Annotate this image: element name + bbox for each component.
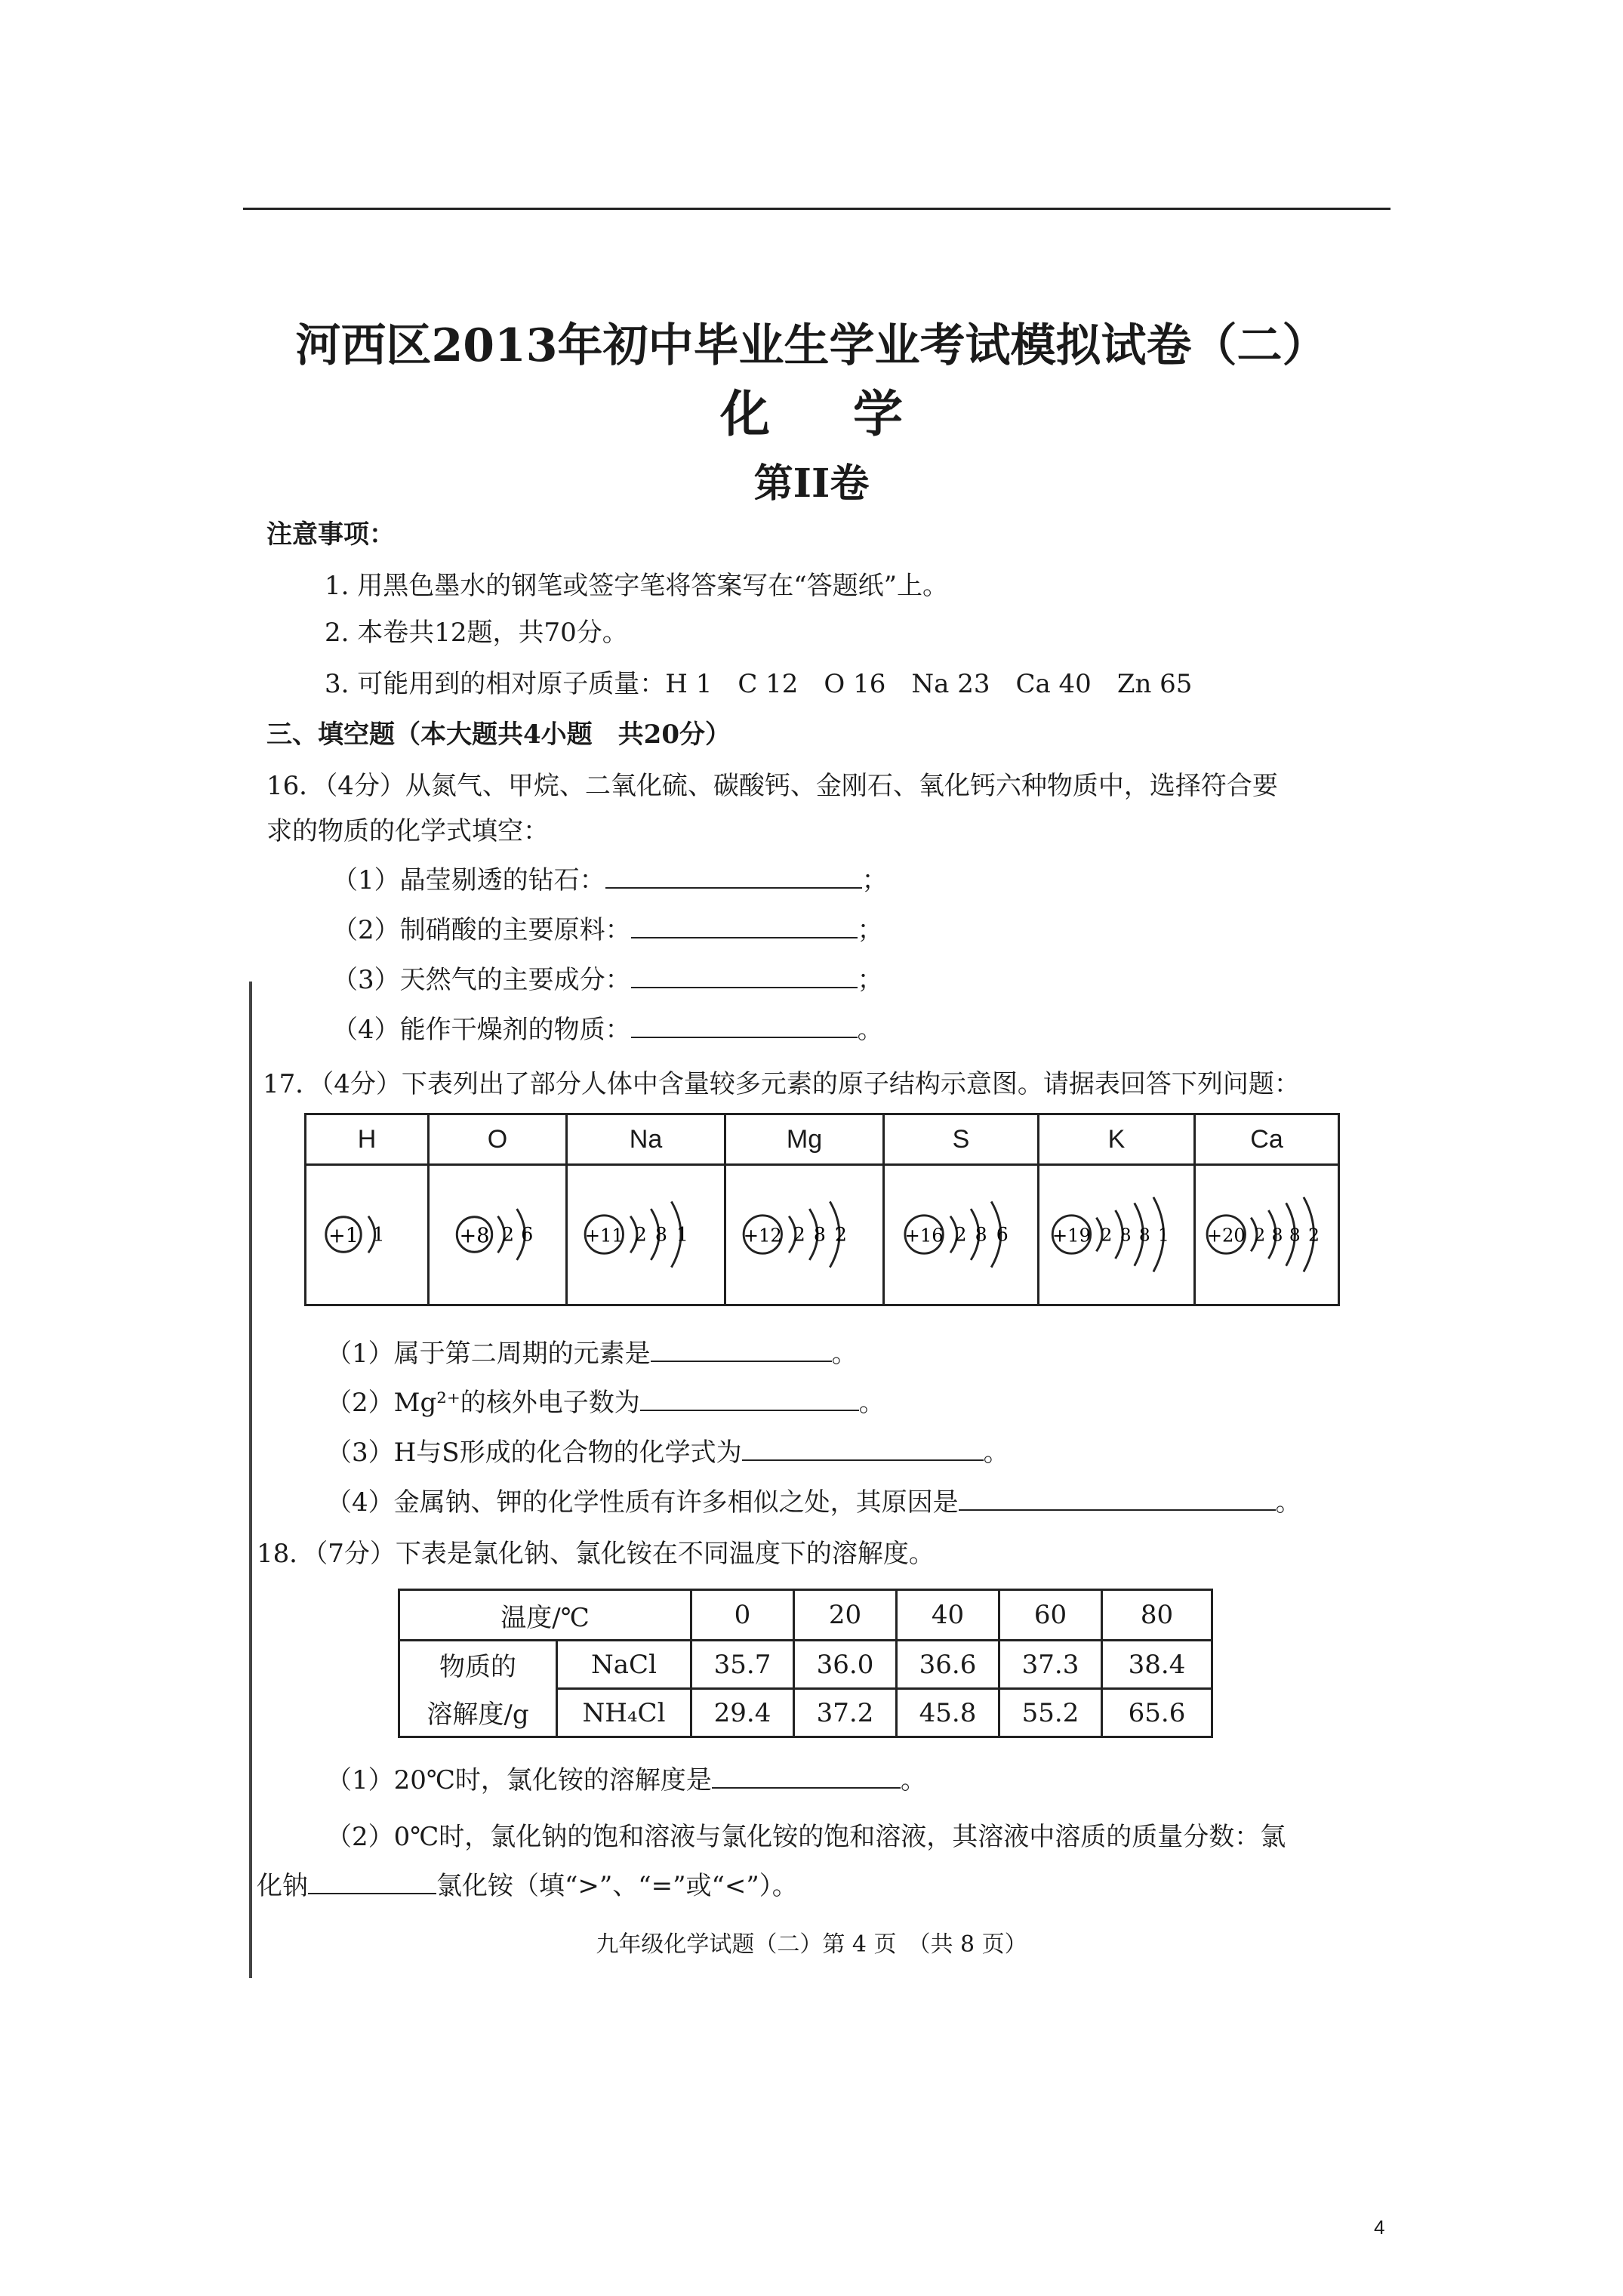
q17-part4 <box>326 1481 1301 1518</box>
solubility-value: 45.8 <box>895 1687 998 1736</box>
q17-part4-label: （4）金属钠、钾的化学性质有许多相似之处，其原因是 <box>326 1487 959 1518</box>
left-binding-rule <box>249 982 252 1978</box>
atom-diagram-svg <box>568 1165 724 1304</box>
atom-diagram-svg <box>1196 1165 1338 1304</box>
section-heading: 三、填空题（本大题共4小题 共20分） <box>266 720 731 750</box>
substance-nh4cl: NH₄Cl <box>556 1687 690 1736</box>
atom-diagram-svg <box>1039 1165 1193 1304</box>
q16-part1-end: ； <box>861 865 888 895</box>
q17-part3-blank[interactable] <box>742 1437 984 1461</box>
q17-stem: 17．（4分）下表列出了部分人体中含量较多元素的原子结构示意图。请据表回答下列问题： <box>263 1069 1300 1099</box>
shell-electrons: 1 <box>372 1223 385 1246</box>
q17-part4-blank[interactable] <box>959 1487 1276 1511</box>
shell-electrons: 2 <box>1101 1225 1113 1246</box>
shell-electrons: 8 <box>1289 1225 1301 1246</box>
notice-item-3: 3. 可能用到的相对原子质量：H 1 C 12 O 16 Na 23 Ca 40 Zn 65 <box>325 669 1193 699</box>
q17-part2 <box>326 1382 885 1419</box>
shell-electrons: 6 <box>521 1223 534 1246</box>
shell-electrons: 8 <box>1119 1225 1132 1246</box>
atom-symbol: H <box>306 1115 427 1166</box>
atom-diagram-mg <box>726 1165 882 1304</box>
atom-cell-mg <box>724 1115 882 1304</box>
q18-part1-label: （1）20℃时，氯化铵的溶解度是 <box>326 1765 712 1795</box>
nucleus-charge: +12 <box>743 1225 782 1247</box>
notice-heading: 注意事项： <box>266 519 395 550</box>
q17-part1-label: （1）属于第二周期的元素是 <box>326 1339 651 1369</box>
q16-part2-end: ； <box>857 915 883 945</box>
nucleus-charge: +11 <box>584 1225 624 1247</box>
atom-cell-k <box>1037 1115 1193 1304</box>
q16-part1 <box>332 859 888 896</box>
atom-cell-ca <box>1193 1115 1338 1304</box>
q16-part2-blank[interactable] <box>631 914 858 938</box>
row-label-top: 物质的 <box>400 1639 556 1687</box>
atom-diagram-h <box>306 1165 427 1304</box>
q17-part1-blank[interactable] <box>651 1338 832 1362</box>
q16-stem-line2: 求的物质的化学式填空： <box>266 816 549 846</box>
shell-electrons: 8 <box>1271 1225 1283 1246</box>
shell-electrons: 2 <box>954 1223 967 1246</box>
shell-electrons: 1 <box>676 1223 688 1246</box>
q18-part2-line2 <box>257 1865 798 1902</box>
q17-part2-end: 。 <box>858 1388 885 1418</box>
nucleus-charge: +1 <box>328 1224 359 1248</box>
atom-diagram-svg <box>306 1165 427 1304</box>
atom-diagram-svg <box>726 1165 882 1304</box>
atom-symbol: Mg <box>726 1115 882 1166</box>
temp-cell: 60 <box>998 1591 1101 1639</box>
exam-title: 河西区2013年初中毕业生学业考试模拟试卷（二） <box>295 319 1328 372</box>
q16-part4-end: 。 <box>857 1015 883 1045</box>
nucleus-charge: +8 <box>459 1224 490 1248</box>
q17-part2-blank[interactable] <box>640 1387 859 1411</box>
shell-electrons: 1 <box>1158 1225 1169 1246</box>
q16-part1-label: （1）晶莹剔透的钻石： <box>332 865 605 895</box>
atom-diagram-na <box>568 1165 724 1304</box>
solubility-value: 37.3 <box>998 1639 1101 1687</box>
substance-nacl: NaCl <box>556 1639 690 1687</box>
atom-diagram-svg <box>430 1165 565 1304</box>
q16-part3-label: （3）天然气的主要成分： <box>332 965 631 995</box>
q18-part1-blank[interactable] <box>712 1764 901 1789</box>
q16-part4-blank[interactable] <box>631 1014 858 1038</box>
temp-cell: 20 <box>793 1591 895 1639</box>
notice-item-1: 1. 用黑色墨水的钢笔或签字笔将答案写在“答题纸”上。 <box>325 571 949 601</box>
atom-cell-o <box>427 1115 565 1304</box>
shell-electrons: 2 <box>793 1223 805 1246</box>
q16-part2-label: （2）制硝酸的主要原料： <box>332 915 631 945</box>
q18-part1 <box>326 1759 926 1796</box>
q17-part4-end: 。 <box>1275 1487 1301 1518</box>
solubility-value: 36.0 <box>793 1639 895 1687</box>
page-footer: 九年级化学试题（二）第 4 页 （共 8 页） <box>596 1931 1027 1958</box>
solubility-table <box>398 1589 1213 1738</box>
q16-part4 <box>332 1009 883 1046</box>
atom-diagram-ca <box>1196 1165 1338 1304</box>
exam-volume: 第II卷 <box>753 461 870 507</box>
q17-part3 <box>326 1432 1009 1469</box>
page-number: 4 <box>1374 2216 1385 2239</box>
atom-symbol: K <box>1039 1115 1193 1166</box>
atom-cell-s <box>882 1115 1037 1304</box>
atom-symbol: Na <box>568 1115 724 1166</box>
shell-electrons: 8 <box>1138 1225 1150 1246</box>
solubility-value: 55.2 <box>998 1687 1101 1736</box>
q18-part2-end: 氯化铵（填“>”、“=”或“<”）。 <box>436 1871 798 1901</box>
nucleus-charge: +20 <box>1206 1225 1246 1247</box>
q16-stem-line1: 16．（4分）从氮气、甲烷、二氧化硫、碳酸钙、金刚石、氧化钙六种物质中，选择符合要 <box>266 771 1278 801</box>
solubility-value: 37.2 <box>793 1687 895 1736</box>
q16-part3-end: ； <box>857 965 883 995</box>
temp-cell: 0 <box>690 1591 793 1639</box>
atom-symbol: O <box>430 1115 565 1166</box>
atom-symbol: S <box>885 1115 1037 1166</box>
top-rule <box>243 208 1390 210</box>
atom-diagram-s <box>885 1165 1037 1304</box>
shell-electrons: 8 <box>813 1223 826 1246</box>
atom-diagram-o <box>430 1165 565 1304</box>
solubility-value: 29.4 <box>690 1687 793 1736</box>
q16-part4-label: （4）能作干燥剂的物质： <box>332 1015 631 1045</box>
temp-cell: 80 <box>1101 1591 1211 1639</box>
atom-cell-h <box>306 1115 427 1304</box>
temp-cell: 40 <box>895 1591 998 1639</box>
q17-part1-end: 。 <box>831 1339 858 1369</box>
shell-electrons: 2 <box>502 1223 515 1246</box>
q16-part2 <box>332 909 883 946</box>
solubility-value: 36.6 <box>895 1639 998 1687</box>
shell-electrons: 2 <box>834 1223 847 1246</box>
q16-part1-blank[interactable] <box>605 864 862 889</box>
atom-diagram-k <box>1039 1165 1193 1304</box>
q17-part3-end: 。 <box>983 1438 1009 1468</box>
solubility-value: 35.7 <box>690 1639 793 1687</box>
q17-part3-label: （3）H与S形成的化合物的化学式为 <box>326 1438 742 1468</box>
row-label-bottom: 溶解度/g <box>427 1699 529 1730</box>
shell-electrons: 6 <box>996 1223 1009 1246</box>
notice-item-2: 2. 本卷共12题，共70分。 <box>325 618 628 648</box>
q18-part2-line1: （2）0℃时，氯化钠的饱和溶液与氯化铵的饱和溶液，其溶液中溶质的质量分数：氯 <box>326 1822 1286 1852</box>
shell-electrons: 2 <box>1308 1225 1320 1246</box>
shell-electrons: 2 <box>1254 1225 1266 1246</box>
q18-stem: 18．（7分）下表是氯化钠、氯化铵在不同温度下的溶解度。 <box>257 1539 935 1569</box>
q16-part3-blank[interactable] <box>631 964 858 988</box>
temperature-header: 温度/℃ <box>500 1602 590 1633</box>
atom-cell-na <box>565 1115 724 1304</box>
q17-part1 <box>326 1333 858 1370</box>
atomic-structure-table <box>304 1113 1340 1306</box>
solubility-value: 38.4 <box>1101 1639 1211 1687</box>
q18-part1-end: 。 <box>900 1765 926 1795</box>
atom-diagram-svg <box>885 1165 1037 1304</box>
solubility-value: 65.6 <box>1101 1687 1211 1736</box>
nucleus-charge: +16 <box>904 1225 944 1247</box>
q18-part2-start: 化钠 <box>257 1871 308 1901</box>
shell-electrons: 8 <box>975 1223 987 1246</box>
nucleus-charge: +19 <box>1052 1225 1091 1247</box>
shell-electrons: 8 <box>654 1223 667 1246</box>
q18-part2-blank[interactable] <box>308 1870 436 1894</box>
shell-electrons: 2 <box>634 1223 647 1246</box>
q17-part2-label: （2）Mg²⁺的核外电子数为 <box>326 1388 640 1418</box>
exam-subject: 化学 <box>720 384 986 443</box>
atom-symbol: Ca <box>1196 1115 1338 1166</box>
q16-part3 <box>332 959 883 996</box>
